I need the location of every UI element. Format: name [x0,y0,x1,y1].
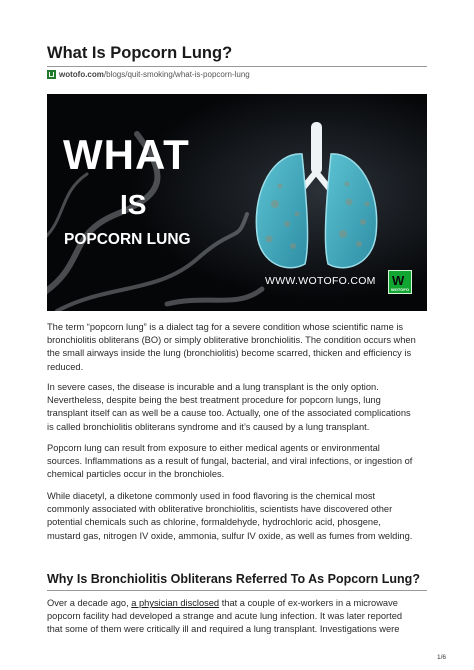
hero-image [47,94,427,311]
hero-heading-is: IS [120,189,147,220]
title-divider [47,66,427,67]
paragraph-line: is called bronchiolitis obliterans syndrome and it’s caused by a lung transplant. [47,421,370,432]
paragraph-line: In severe cases, the disease is incurable and a lung transplant is the only option. [47,382,379,392]
physician-disclosed-link[interactable]: a physician disclosed [131,598,220,608]
wotofo-favicon-icon [47,70,56,79]
hero-heading-what: WHAT [63,131,190,178]
paragraph-4 [47,490,427,543]
section-divider [47,590,427,591]
source-url[interactable] [47,69,250,80]
hero-heading-popcorn-lung: POPCORN LUNG [64,231,191,248]
paragraph-line: The term “popcorn lung” is a dialect tag for a severe condition whose scientific name is [47,322,404,332]
paragraph-text: Over a decade ago, [47,598,132,608]
paragraph-2 [47,381,427,434]
paragraph-line: While diacetyl, a diketone commonly used in food flavoring is the chemical most [47,491,376,501]
paragraph-line: sources. Inflammations as a result of fungal, bacterial, and viral infections, or ingestion of [47,456,413,467]
paragraph-line: Popcorn lung can result from exposure to either medical agents or environmental [47,443,380,453]
paragraph-line: bronchiolitis obliterans (BO) or simply obliterative bronchiolitis. The condition occurs when [47,335,416,346]
section-heading: Why Is Bronchiolitis Obliterans Referred To As Popcorn Lung? [47,572,420,586]
logo-text: WOTOFO [391,287,409,292]
paragraph-line: potential chemicals such as chlorine, formaldehyde, hydrochloric acid, phosgene, [47,517,381,528]
source-domain[interactable]: wotofo.com [59,70,104,79]
logo-mark: W [392,273,405,288]
paragraph-line: reduced. [47,361,84,372]
paragraph-text: that a couple of ex-workers in a microwave [219,598,398,608]
paragraph-line: the small airways inside the lung (bronchiolitis) become scarred, thicken and efficiency is [47,348,412,359]
paragraph-line: chemical particles occur in the bronchioles. [47,469,225,480]
paragraph-line: transplant itself can as well be a cause too. Actually, one of the associated complications [47,408,411,419]
paragraph-line: that some of them were critically ill and required a lung transplant. Investigations were [47,624,400,635]
hero-website: WWW.WOTOFO.COM [265,275,376,287]
source-path[interactable]: /blogs/quit-smoking/what-is-popcorn-lung [103,70,250,79]
paragraph-line: Nevertheless, despite being the best treatment procedure for popcorn lungs, lung [47,395,381,406]
paragraph-line: popcorn facility had developed a strange and acute lung infection. It was later reported [47,611,403,622]
page-number: 1/6 [437,654,447,661]
paragraph-1 [47,321,427,374]
section-paragraph [47,597,427,637]
paragraph-line: commonly associated with obliterative bronchiolitis, scientists have discovered other [47,504,393,515]
paragraph-line: mustard gas, nitrogen IV oxide, ammonia, sulfur IV oxide, as well as fumes from welding. [47,530,413,541]
paragraph-3 [47,442,427,482]
wotofo-logo [388,270,412,294]
page-title: What Is Popcorn Lung? [47,44,233,62]
